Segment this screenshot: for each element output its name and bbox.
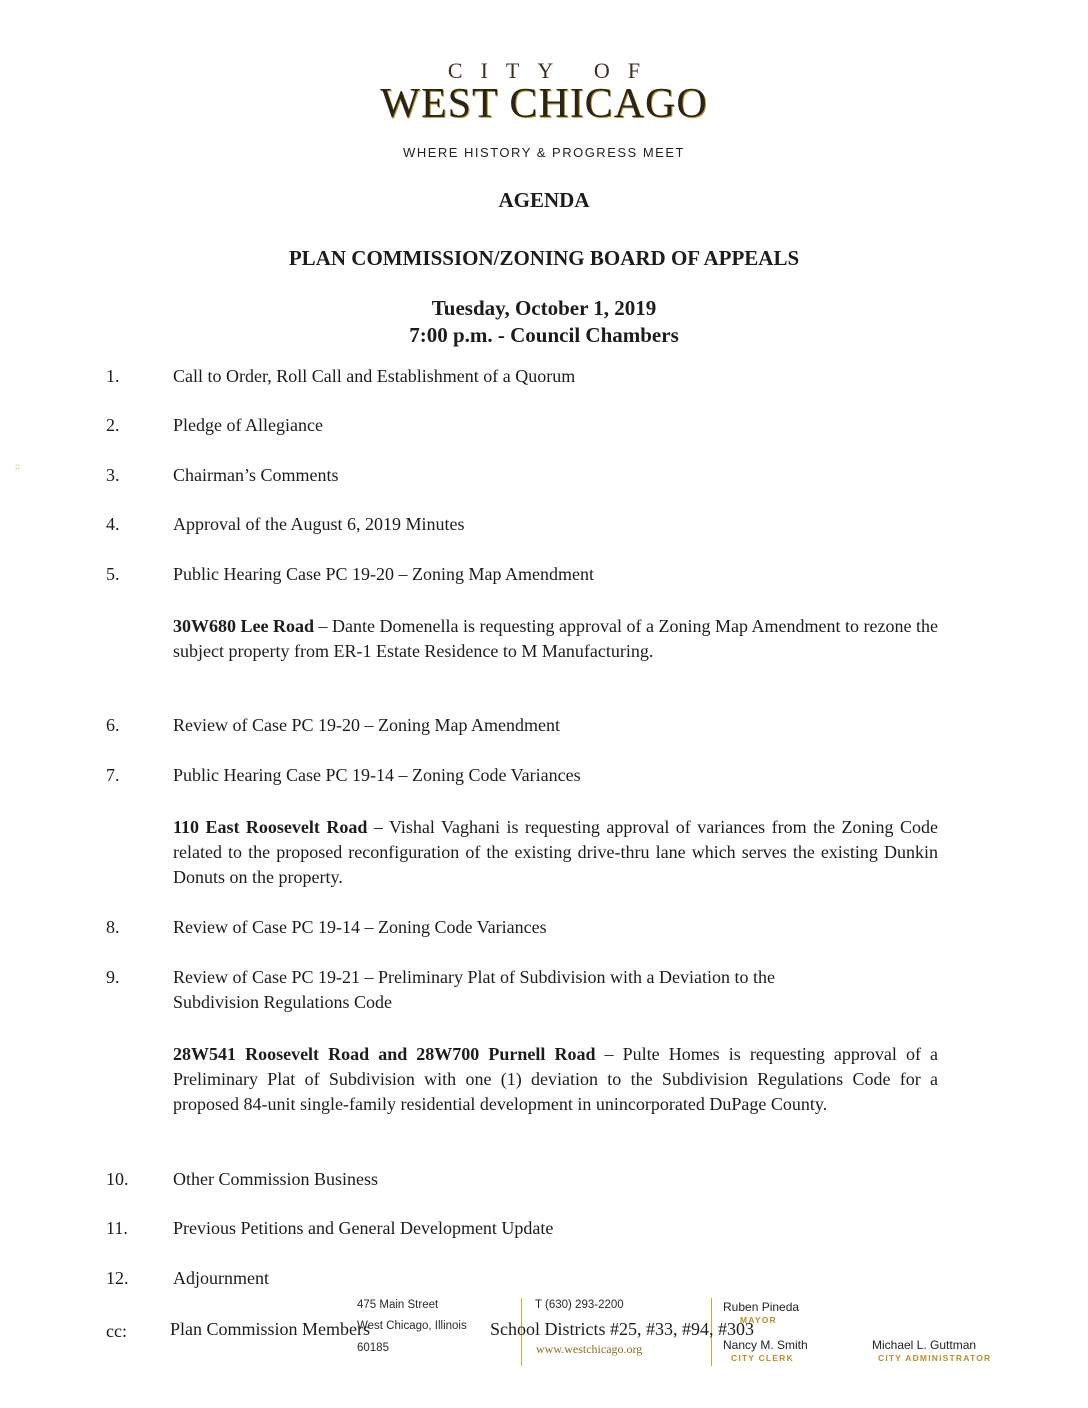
item-7-detail <box>173 815 938 890</box>
item-7-body: – Vishal Vaghani is requesting approval of variances from the Zoning Code related to the proposed reconfiguration of the existing drive-thru lane which serves the existing Dunkin Donuts on the property. <box>173 817 938 887</box>
footer-phone: T (630) 293-2200 <box>535 1299 624 1311</box>
agenda-item-text: Review of Case PC 19-20 – Zoning Map Amendment <box>173 715 560 735</box>
meeting-time-place: 7:00 p.m. - Council Chambers <box>409 323 679 347</box>
item-number: 9. <box>106 967 120 987</box>
item-number: 7. <box>106 765 120 785</box>
official-title: CITY ADMINISTRATOR <box>878 1353 992 1363</box>
official-name: Michael L. Guttman <box>872 1338 977 1352</box>
agenda-item-text: Call to Order, Roll Call and Establishment of a Quorum <box>173 366 576 386</box>
cc-schools: School Districts #25, #33, #94, #303 <box>490 1319 754 1339</box>
agenda-item-text: Public Hearing Case PC 19-20 – Zoning Map Amendment <box>173 564 594 584</box>
margin-mark-icon: :: <box>15 461 21 471</box>
agenda-item-text: Review of Case PC 19-14 – Zoning Code Variances <box>173 917 547 937</box>
footer-website[interactable]: www.westchicago.org <box>536 1342 643 1356</box>
item-5-body: – Dante Domenella is requesting approval of a Zoning Map Amendment to rezone the subject property from ER-1 Estate Residence to M Manufacturing. <box>173 616 938 661</box>
agenda-item-text: Pledge of Allegiance <box>173 415 323 435</box>
item-number: 10. <box>106 1169 129 1189</box>
cc-label: cc: <box>106 1321 127 1341</box>
footer-address-line: West Chicago, Illinois <box>357 1320 467 1332</box>
item-number: 3. <box>106 465 120 485</box>
official-title: CITY CLERK <box>731 1353 794 1363</box>
item-number: 11. <box>106 1218 128 1238</box>
item-number: 1. <box>106 366 120 386</box>
agenda-item-text: Chairman’s Comments <box>173 465 339 485</box>
agenda-item-text: Adjournment <box>173 1268 269 1288</box>
item-9-detail <box>173 1042 938 1117</box>
official-name: Ruben Pineda <box>723 1300 800 1314</box>
item-5-address: 30W680 Lee Road <box>173 616 315 636</box>
board-heading: PLAN COMMISSION/ZONING BOARD OF APPEALS <box>288 246 800 270</box>
agenda-item-text: Public Hearing Case PC 19-14 – Zoning Code Variances <box>173 765 581 785</box>
item-5-detail <box>173 614 938 664</box>
letterhead-city-of: CITY OF <box>447 58 659 83</box>
item-number: 6. <box>106 715 120 735</box>
item-number: 2. <box>106 415 120 435</box>
agenda-item-text: Previous Petitions and General Development Update <box>173 1218 554 1238</box>
item-9-address: 28W541 Roosevelt Road and 28W700 Purnell Road <box>173 1044 596 1064</box>
item-number: 5. <box>106 564 120 584</box>
footer-address-line: 60185 <box>357 1342 389 1354</box>
item-number: 4. <box>106 514 120 534</box>
item-9-body: – Pulte Homes is requesting approval of a Preliminary Plat of Subdivision with one (1) deviation to the Subdivision Regulations Code for a proposed 84-unit single-family residential development in unincorporated DuPage County. <box>173 1044 938 1114</box>
agenda-item-text: Approval of the August 6, 2019 Minutes <box>173 514 465 534</box>
agenda-item-text-cont: Subdivision Regulations Code <box>173 992 393 1012</box>
footer-address-line: 475 Main Street <box>357 1299 439 1311</box>
item-7-address: 110 East Roosevelt Road <box>173 817 368 837</box>
letterhead-tagline: WHERE HISTORY & PROGRESS MEET <box>403 145 685 160</box>
official-title: MAYOR <box>740 1315 777 1325</box>
cc-members: Plan Commission Members <box>170 1319 371 1339</box>
agenda-heading: AGENDA <box>498 188 590 212</box>
letterhead-city-name: WEST CHICAGO <box>380 81 708 127</box>
item-number: 12. <box>106 1268 129 1288</box>
agenda-item-text: Review of Case PC 19-21 – Preliminary Plat of Subdivision with a Deviation to the <box>173 967 775 987</box>
agenda-item-text: Other Commission Business <box>173 1169 379 1189</box>
meeting-date: Tuesday, October 1, 2019 <box>431 296 657 320</box>
item-number: 8. <box>106 917 120 937</box>
official-name: Nancy M. Smith <box>723 1338 808 1352</box>
